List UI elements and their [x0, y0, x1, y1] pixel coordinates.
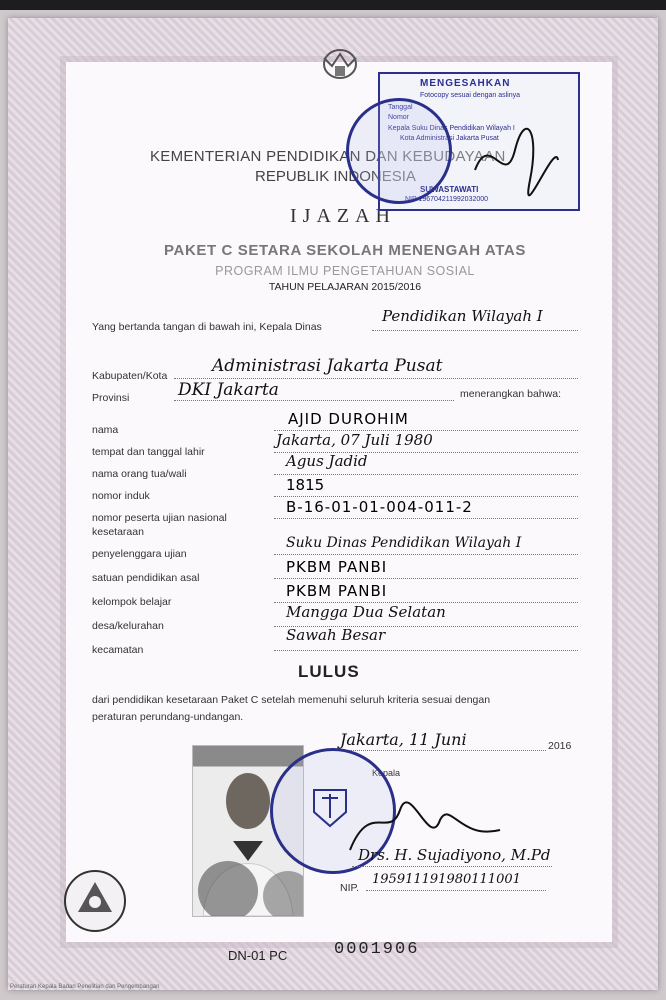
kabupaten-value: Administrasi Jakarta Pusat	[212, 356, 443, 376]
provinsi-label: Provinsi	[92, 392, 130, 404]
validation-line: Fotocopy sesuai dengan aslinya	[420, 92, 521, 99]
field-label: nama orang tua/wali	[92, 468, 187, 480]
field-label: nama	[92, 424, 119, 436]
field-value: Sawah Besar	[286, 626, 386, 644]
garuda-emblem-icon	[318, 40, 362, 84]
intro-label: Yang bertanda tangan di bawah ini, Kepala Dinas	[92, 321, 322, 333]
field-value: 1815	[286, 476, 325, 494]
round-stamp-top	[346, 98, 452, 204]
validation-line: Nomor	[388, 114, 410, 121]
field-value: Mangga Dua Selatan	[286, 603, 446, 621]
signatory-nip: 195911191980111001	[372, 872, 521, 887]
issue-place-date: Jakarta, 11 Juni	[340, 730, 467, 749]
academic-year: TAHUN PELAJARAN 2015/2016	[268, 281, 422, 293]
signatory-name: Drs. H. Sujadiyono, M.Pd	[358, 846, 551, 864]
footer-small-print: Peraturan Kepala Badan Penelitian dan Pengembangan	[10, 984, 160, 990]
field-label: kesetaraan	[92, 526, 144, 538]
field-value: Jakarta, 07 Juli 1980	[276, 431, 433, 449]
field-label: desa/kelurahan	[92, 620, 164, 632]
intro-value: Pendidikan Wilayah I	[382, 307, 543, 325]
validation-signature	[470, 120, 560, 200]
signatory-role: Kepala	[372, 768, 401, 778]
document-code: DN-01 PC	[228, 948, 288, 963]
validation-name: SUWASTAWATI	[420, 185, 479, 194]
field-value: PKBM PANBI	[286, 558, 388, 576]
ministry-name: KEMENTERIAN PENDIDIKAN DAN KEBUDAYAAN	[150, 148, 506, 165]
nip-label: NIP.	[340, 882, 360, 894]
validation-line: Kota Administrasi Jakarta Pusat	[400, 135, 499, 142]
top-bar	[0, 0, 666, 10]
field-label: tempat dan tanggal lahir	[92, 446, 205, 458]
program-title: PROGRAM ILMU PENGETAHUAN SOSIAL	[215, 264, 475, 278]
kabupaten-label: Kabupaten/Kota	[92, 370, 168, 382]
field-label: kelompok belajar	[92, 596, 172, 608]
tut-wuri-emblem-icon	[62, 868, 128, 934]
field-value: Agus Jadid	[286, 452, 368, 470]
serial-number: 0001906	[334, 940, 420, 959]
validation-nip: NIP 196704211992032000	[405, 196, 489, 203]
issue-year: 2016	[548, 740, 572, 752]
result: LULUS	[298, 662, 360, 681]
field-label: nomor peserta ujian nasional	[92, 512, 227, 524]
validation-stamp-title: MENGESAHKAN	[420, 78, 511, 89]
field-label: nomor induk	[92, 490, 150, 502]
statement-line: peraturan perundang-undangan.	[92, 711, 244, 723]
field-value: PKBM PANBI	[286, 582, 388, 600]
validation-line: Kepala Suku Dinas Pendidikan Wilayah I	[388, 125, 515, 132]
field-value: AJID DUROHIM	[288, 410, 409, 428]
republic-name: REPUBLIK INDONESIA	[255, 168, 416, 185]
validation-line: Tanggal	[388, 104, 413, 111]
field-label: penyelenggara ujian	[92, 548, 187, 560]
document-title: IJAZAH	[290, 205, 396, 227]
field-label: satuan pendidikan asal	[92, 572, 200, 584]
provinsi-suffix: menerangkan bahwa:	[460, 388, 561, 400]
paket-title: PAKET C SETARA SEKOLAH MENENGAH ATAS	[164, 242, 526, 259]
field-value: B-16-01-01-004-011-2	[286, 498, 473, 516]
provinsi-value: DKI Jakarta	[178, 380, 279, 400]
field-value: Suku Dinas Pendidikan Wilayah I	[286, 535, 522, 551]
field-label: kecamatan	[92, 644, 144, 656]
statement-line: dari pendidikan kesetaraan Paket C setelah memenuhi seluruh kriteria sesuai dengan	[92, 694, 491, 706]
